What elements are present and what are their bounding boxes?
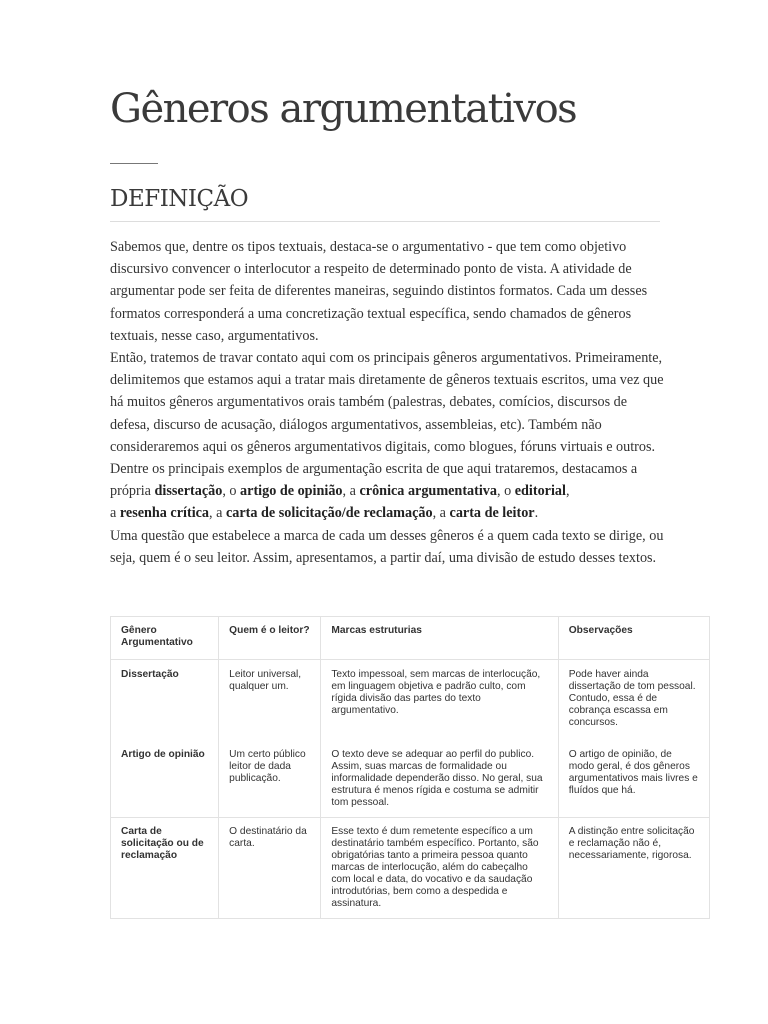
genre-dissertacao: dissertação (154, 483, 223, 500)
text-fragment: , (565, 483, 570, 500)
cell-leitor: O destinatário da carta. (219, 818, 321, 919)
table-row (111, 818, 710, 919)
text-fragment: , o (497, 483, 515, 500)
cell-marcas: O texto deve se adequar ao perfil do publico. Assim, suas marcas de formalidade ou informalidade dependerão disso. No geral, sua estrutura é menos rígida e costuma se admitir tom pessoal. (321, 749, 558, 818)
paragraph-genres (110, 347, 670, 525)
cell-observacoes: O artigo de opinião, de modo geral, é dos gêneros argumentativos mais livres e fluídos que há. (558, 749, 709, 818)
cell-marcas: Texto impessoal, sem marcas de interlocução, em linguagem objetiva e padrão culto, com rígida divisão das partes do texto argumentativo. (321, 660, 558, 750)
text-fragment: a (110, 505, 120, 522)
text-fragment: , o (222, 483, 241, 500)
cell-leitor: Um certo público leitor de dada publicação. (219, 749, 321, 818)
genre-carta-de-solicitacao: carta de solicitação/de reclamação (225, 505, 433, 522)
title-underline (110, 163, 158, 164)
table-row (111, 749, 710, 818)
paragraph-intro: Sabemos que, dentre os tipos textuais, destaca-se o argumentativo - que tem como objetivo discursivo convencer o interlocutor a respeito de determinado ponto de vista. A atividade de argumentar pode ser feita de diferentes maneiras, seguindo distintos formatos. Cada um desses formatos corresponderá a uma concretização textual específica, sendo chamados de gêneros textuais, nesse caso, argumentativos. (110, 239, 648, 344)
section-divider (110, 221, 660, 222)
paragraph-genres-text: Então, tratemos de travar contato aqui com os principais gêneros argumentativos. Primeiramente, delimitemos que estamos aqui a tratar mais diretamente de gêneros textuais escritos, uma vez que há muitos gêneros argumentativos orais também (palestras, debates, comícios, discursos de defesa, discurso de acusação, diálogos argumentativos, assembleias, etc). Também não consideraremos aqui os gêneros argumentativos digitais, como blogues, fóruns virtuais e outros. Dentre os principais exemplos de argumentação escrita de que aqui trataremos, destacamos a (110, 350, 664, 478)
text-fragment: . (534, 505, 539, 522)
text-fragment: , a (209, 505, 226, 522)
cell-observacoes: A distinção entre solicitação e reclamação não é, necessariamente, rigorosa. (558, 818, 709, 919)
text-fragment: , a (432, 505, 450, 522)
column-header-observacoes: Observações (558, 617, 709, 660)
table-row (111, 660, 710, 750)
genre-carta-de-leitor: carta de leitor (449, 505, 535, 522)
cell-observacoes: Pode haver ainda dissertação de tom pessoal. Contudo, essa é de cobrança escassa em concursos. (558, 660, 709, 750)
cell-genero: Artigo de opinião (111, 749, 219, 818)
body-text (110, 236, 670, 569)
genre-editorial: editorial (514, 483, 566, 500)
column-header-genero: Gênero Argumentativo (111, 617, 219, 660)
paragraph-reader: Uma questão que estabelece a marca de cada um desses gêneros é a quem cada texto se dirige, ou seja, quem é o seu leitor. Assim, apresentamos, a partir daí, uma divisão de estudo desses textos. (110, 527, 664, 566)
genre-artigo-de-opiniao: artigo de opinião (240, 483, 343, 500)
text-fragment: , a (342, 483, 360, 500)
page-title: Gêneros argumentativos (110, 86, 577, 132)
column-header-marcas: Marcas estruturias (321, 617, 558, 660)
cell-marcas: Esse texto é dum remetente específico a um destinatário também específico. Portanto, são obrigatórias tanto a primeira pessoa quanto marcas de interlocução, além do cabeçalho com local e data, do vocativo e da saudação introdutórias, bem como a despedida e assinatura. (321, 818, 558, 919)
text-fragment: própria (110, 483, 155, 500)
cell-genero: Dissertação (111, 660, 219, 750)
section-heading: DEFINIÇÃO (110, 186, 249, 212)
genre-cronica-argumentativa: crônica argumentativa (359, 483, 497, 500)
column-header-leitor: Quem é o leitor? (219, 617, 321, 660)
genre-resenha-critica: resenha crítica (119, 505, 210, 522)
table-header-row (111, 617, 710, 660)
cell-genero: Carta de solicitação ou de reclamação (111, 818, 219, 919)
genres-table (110, 616, 710, 919)
cell-leitor: Leitor universal, qualquer um. (219, 660, 321, 750)
